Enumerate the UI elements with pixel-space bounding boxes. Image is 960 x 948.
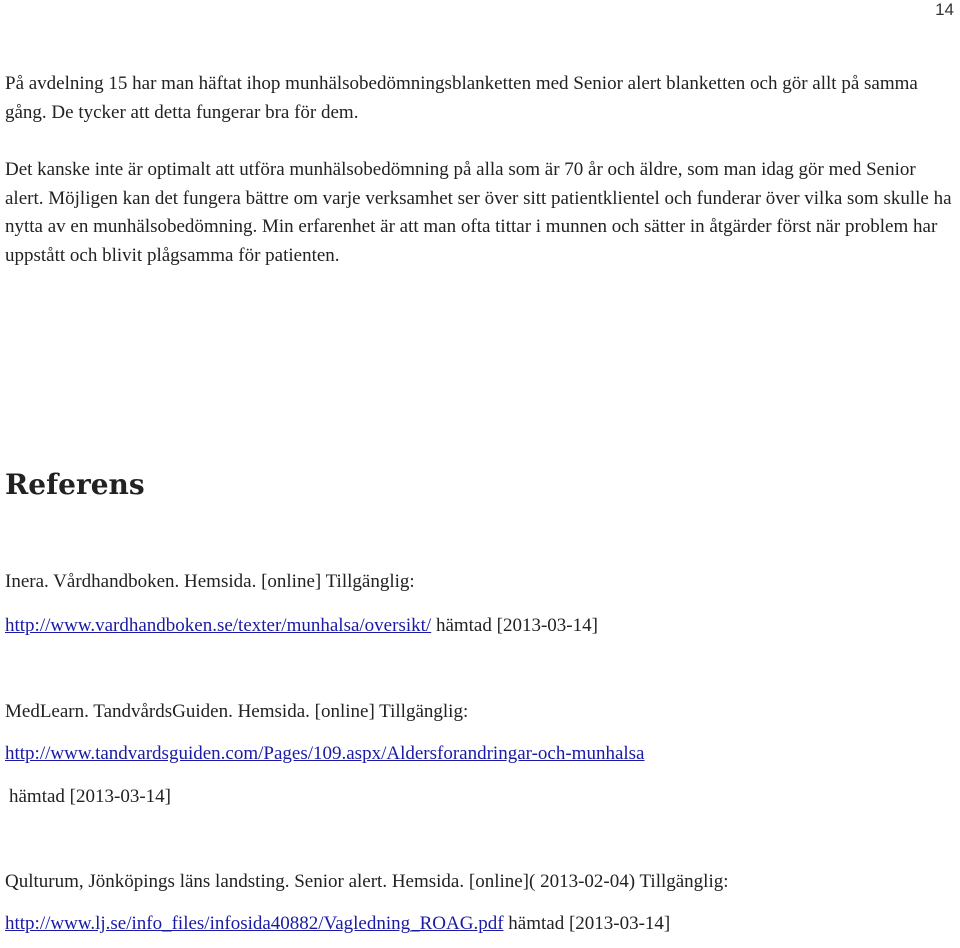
reference-3-retrieved: hämtad [2013-03-14]: [508, 913, 671, 934]
paragraph-reflection: Det kanske inte är optimalt att utföra munhälsobedömning på alla som är 70 år och äldre, som man idag gör med Senior alert. Möjligen kan det fungera bättre om varje verksamhet ser över sitt patientklientel och funderar över vilka som skulle ha nytta av en munhälsobedömning. Min erfarenhet är att man ofta tittar i munnen och sätter in åtgärder först när problem har uppstått och blivit plågsamma för patienten.: [5, 159, 952, 266]
reference-3-url-link[interactable]: http://www.lj.se/info_files/infosida40882/Vagledning_ROAG.pdf: [5, 913, 504, 934]
references-heading: Referens: [5, 468, 145, 501]
reference-2-retrieved: hämtad [2013-03-14]: [9, 786, 171, 807]
reference-1-link-line: [5, 615, 598, 637]
reference-2-url-link[interactable]: http://www.tandvardsguiden.com/Pages/109.aspx/Aldersforandringar-och-munhalsa: [5, 743, 645, 764]
reference-2-citation: MedLearn. TandvårdsGuiden. Hemsida. [online] Tillgänglig:: [5, 701, 469, 722]
reference-2-link-line: [5, 743, 645, 765]
reference-1-url-link[interactable]: http://www.vardhandboken.se/texter/munhalsa/oversikt/: [5, 615, 432, 636]
reference-3-citation: Qulturum, Jönköpings läns landsting. Senior alert. Hemsida. [online]( 2013-02-04) Tillgänglig:: [5, 871, 729, 892]
page-number: 14: [935, 0, 954, 19]
paragraph-department-15: På avdelning 15 har man häftat ihop munhälsobedömningsblanketten med Senior alert blanketten och gör allt på samma gång. De tycker att detta fungerar bra för dem.: [5, 73, 918, 123]
reference-1-citation: Inera. Vårdhandboken. Hemsida. [online] Tillgänglig:: [5, 571, 415, 592]
reference-1-retrieved: hämtad [2013-03-14]: [435, 615, 598, 636]
reference-3-link-line: [5, 913, 670, 935]
